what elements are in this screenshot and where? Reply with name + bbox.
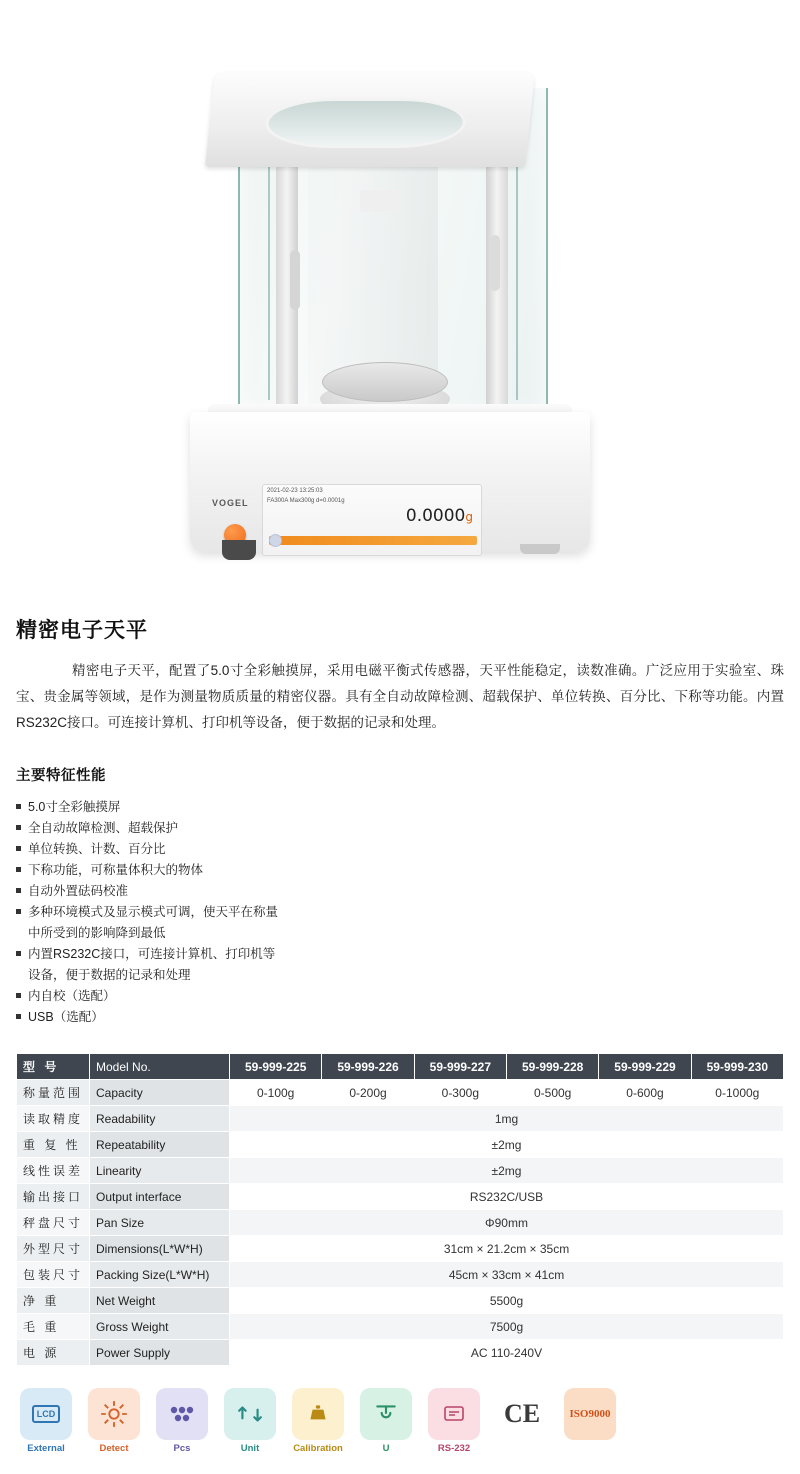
iso9000-badge-icon (564, 1388, 616, 1440)
model-header-6: 59-999-230 (691, 1054, 783, 1080)
feature-icon-rs232 (424, 1388, 484, 1454)
list-item-continuation: 中所受到的影响降到最低 (28, 926, 166, 940)
feature-icon-strip (0, 1366, 800, 1474)
display-touch-keybar[interactable] (269, 536, 477, 545)
table-row (17, 1132, 784, 1158)
page-title: 精密电子天平 (16, 619, 148, 642)
table-row (17, 1288, 784, 1314)
ce-glyph-text: CE (503, 1399, 541, 1428)
list-item-continuation: 设备，便于数据的记录和处理 (28, 968, 191, 982)
cell-value: 45cm × 33cm × 41cm (230, 1262, 784, 1288)
ce-mark-icon (496, 1388, 548, 1440)
icon-caption: Calibration (293, 1443, 343, 1454)
row-label-cn: 称量范围 (17, 1080, 90, 1106)
table-row (17, 1236, 784, 1262)
cell-value: 0-1000g (691, 1080, 783, 1106)
leveling-foot-right (520, 544, 560, 554)
cell-value: RS232C/USB (230, 1184, 784, 1210)
feature-icon-piece-count (152, 1388, 212, 1454)
row-label-cn: 电 源 (17, 1340, 90, 1366)
row-label-cn: 包装尺寸 (17, 1262, 90, 1288)
list-item: 全自动故障检测、超载保护 (16, 818, 784, 838)
door-handle-right (490, 235, 500, 291)
cell-value: 0-200g (322, 1080, 414, 1106)
cell-value: 0-100g (230, 1080, 322, 1106)
icon-caption: Unit (240, 1443, 260, 1454)
row-label-en: Readability (90, 1106, 230, 1132)
list-item: 内自校（选配） (16, 986, 784, 1006)
piece-count-icon (156, 1388, 208, 1440)
icon-caption: Pcs (173, 1443, 191, 1454)
features-list (16, 797, 784, 1027)
feature-icon-iso9000 (560, 1388, 620, 1443)
row-label-cn: 秤盘尺寸 (17, 1210, 90, 1236)
unit-convert-icon (224, 1388, 276, 1440)
analytical-balance-illustration (190, 60, 590, 560)
brand-logo: VOGEL (212, 498, 249, 508)
list-item: 自动外置砝码校准 (16, 881, 784, 901)
header-label-en: Model No. (90, 1054, 230, 1080)
table-row (17, 1158, 784, 1184)
list-item: 内置RS232C接口，可连接计算机、打印机等 (16, 944, 784, 964)
list-item: 5.0寸全彩触摸屏 (16, 797, 784, 817)
weighing-pan (322, 362, 448, 402)
display-status-indicator (269, 534, 282, 547)
row-label-en: Repeatability (90, 1132, 230, 1158)
top-cover-window (263, 98, 468, 148)
feature-icon-unit-convert (220, 1388, 280, 1454)
display-weight-value (263, 505, 481, 528)
icon-caption: External (27, 1443, 65, 1454)
row-label-cn: 重 复 性 (17, 1132, 90, 1158)
feature-icon-ce-mark (492, 1388, 552, 1443)
door-handle-left (290, 250, 300, 310)
intro-paragraph: 精密电子天平，配置了5.0寸全彩触摸屏，采用电磁平衡式传感器，天平性能稳定，读数准确。广泛应用于实验室、珠宝、贵金属等领域，是作为测量物质质量的精密仪器。具有全自动故障检测、超载保护、单位转换、百分比、下称等功能。内置RS232C接口。可连接计算机、打印机等设备，便于数据的记录和处理。 (16, 663, 784, 730)
draft-shield-top-cover (205, 72, 535, 167)
balance-base (190, 412, 590, 552)
feature-icon-under-hook (356, 1388, 416, 1454)
row-label-en: Packing Size(L*W*H) (90, 1262, 230, 1288)
icon-caption: U (382, 1443, 390, 1454)
list-item: 单位转换、计数、百分比 (16, 839, 784, 859)
specifications-table (16, 1053, 784, 1366)
cell-value: ±2mg (230, 1158, 784, 1184)
row-label-en: Capacity (90, 1080, 230, 1106)
calibration-weight-icon (292, 1388, 344, 1440)
model-header-1: 59-999-225 (230, 1054, 322, 1080)
list-item: 下称功能，可称量体积大的物体 (16, 860, 784, 880)
table-row (17, 1262, 784, 1288)
cell-value: 0-600g (599, 1080, 691, 1106)
display-model-info: FA300A Max300g d=0.0001g (267, 498, 345, 504)
top-door-knob (360, 190, 400, 212)
product-photo (0, 0, 800, 600)
row-label-cn: 外型尺寸 (17, 1236, 90, 1262)
features-heading: 主要特征性能 (16, 768, 106, 784)
row-label-en: Linearity (90, 1158, 230, 1184)
display-datetime: 2021-02-23 13:25:03 (267, 488, 323, 494)
table-row (17, 1080, 784, 1106)
header-label-cn: 型 号 (17, 1054, 90, 1080)
icon-caption: RS-232 (437, 1443, 471, 1454)
cell-value: 5500g (230, 1288, 784, 1314)
cell-value: 0-300g (414, 1080, 506, 1106)
cell-value: 1mg (230, 1106, 784, 1132)
weight-unit: g (465, 510, 473, 524)
icon-caption: Detect (99, 1443, 129, 1454)
rs232-port-icon (428, 1388, 480, 1440)
row-label-cn: 读取精度 (17, 1106, 90, 1132)
lcd-screen-icon (20, 1388, 72, 1440)
cell-value: Φ90mm (230, 1210, 784, 1236)
table-row (17, 1106, 784, 1132)
list-item: 多种环境模式及显示模式可调，使天平在称量 (16, 902, 784, 922)
iso-glyph-text: ISO9000 (569, 1408, 611, 1420)
fault-detect-icon (88, 1388, 140, 1440)
under-hook-icon (360, 1388, 412, 1440)
row-label-cn: 毛 重 (17, 1314, 90, 1340)
row-label-en: Output interface (90, 1184, 230, 1210)
row-label-en: Gross Weight (90, 1314, 230, 1340)
model-header-5: 59-999-229 (599, 1054, 691, 1080)
model-header-3: 59-999-227 (414, 1054, 506, 1080)
cell-value: 31cm × 21.2cm × 35cm (230, 1236, 784, 1262)
weight-number: 0.0000 (405, 506, 466, 526)
balance-display (262, 484, 482, 556)
feature-icon-external-display (16, 1388, 76, 1454)
cell-value: ±2mg (230, 1132, 784, 1158)
feature-icon-fault-detect (84, 1388, 144, 1454)
list-item: USB（选配） (16, 1007, 784, 1027)
table-row (17, 1184, 784, 1210)
model-header-2: 59-999-226 (322, 1054, 414, 1080)
row-label-en: Dimensions(L*W*H) (90, 1236, 230, 1262)
cell-value: AC 110-240V (230, 1340, 784, 1366)
table-row (17, 1210, 784, 1236)
leveling-foot-left (222, 540, 256, 560)
specifications-section (0, 1053, 800, 1366)
feature-icon-calibration (288, 1388, 348, 1454)
product-description-section (0, 614, 800, 1027)
glass-edge-right (546, 88, 548, 418)
row-label-cn: 净 重 (17, 1288, 90, 1314)
row-label-en: Net Weight (90, 1288, 230, 1314)
model-header-4: 59-999-228 (507, 1054, 599, 1080)
lcd-glyph-text: LCD (32, 1405, 61, 1423)
cell-value: 7500g (230, 1314, 784, 1340)
table-header-row (17, 1054, 784, 1080)
cell-value: 0-500g (507, 1080, 599, 1106)
row-label-en: Pan Size (90, 1210, 230, 1236)
row-label-en: Power Supply (90, 1340, 230, 1366)
table-row (17, 1340, 784, 1366)
row-label-cn: 线性误差 (17, 1158, 90, 1184)
row-label-cn: 输出接口 (17, 1184, 90, 1210)
table-row (17, 1314, 784, 1340)
